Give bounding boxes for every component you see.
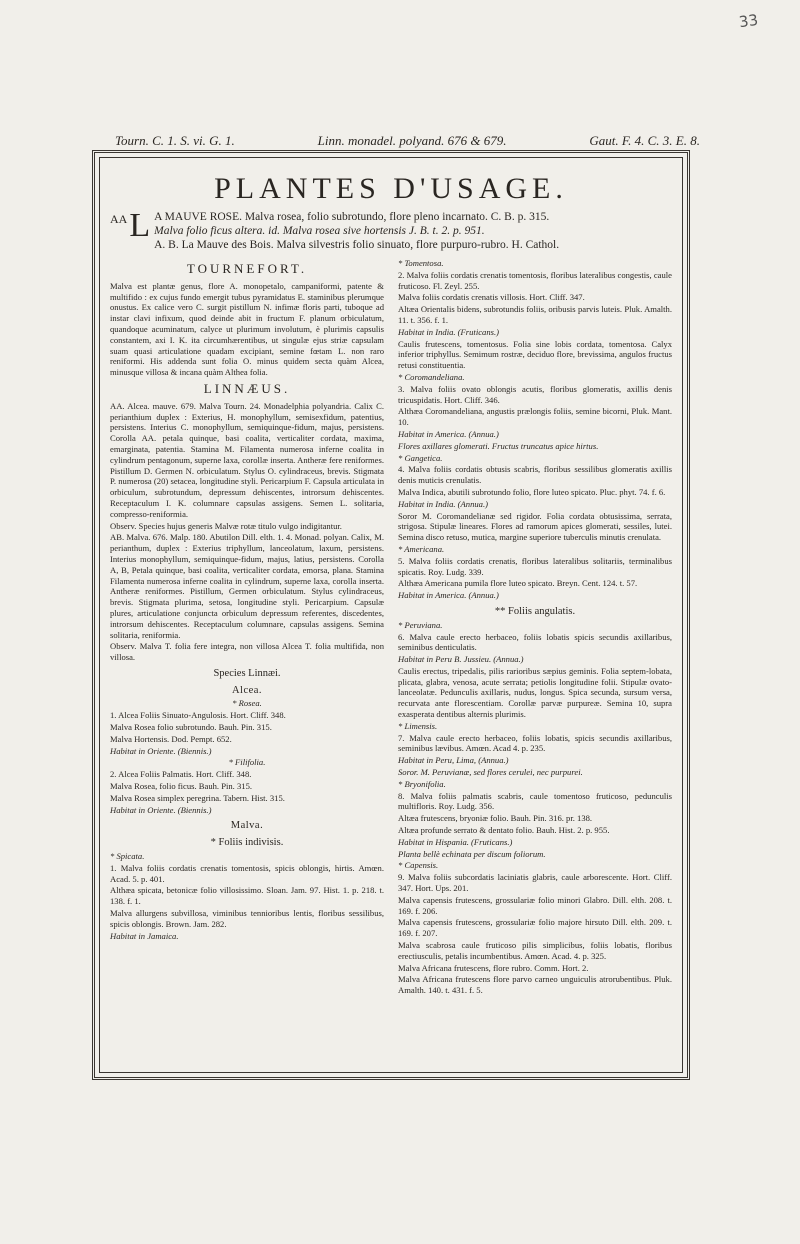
gangetica-label: * Gangetica. — [398, 452, 443, 463]
page-number-mark: 33 — [737, 10, 760, 32]
entry-7: 7. Malva caule erecto herbaceo, foliis lobatis, spicis secundis axillaribus, seminibus lævibus. Amœn. Acad 4. p. 235. — [398, 732, 672, 754]
page-title: PLANTES D'USAGE. — [214, 172, 568, 205]
entry-8-b: Altæa profunde serrato & dentato folio. Bauh. Hist. 2. p. 955. — [398, 825, 610, 836]
peruviana-label: * Peruviana. — [398, 619, 443, 630]
entry-8-d: Planta bellè echinata per discum foliorum. — [398, 848, 546, 859]
species-2: 2. Alcea Foliis Palmatis. Hort. Cliff. 348. — [110, 769, 252, 780]
intro-line-2: Malva folio ficus altera. id. Malva rosea sive hortensis J. B. t. 2. p. 951. — [154, 225, 485, 237]
entry-3-a: Althæa Coromandeliana, angustis prælongis foliis, semine bicorni, Pluk. Mant. 10. — [398, 406, 672, 428]
entry-4-a: Malva Indica, abutili subrotundo folio, flore luteo spicato. Pluc. phyt. 74. f. 6. — [398, 486, 666, 497]
right-column — [398, 258, 672, 997]
species-2-a: Malva Rosea, folio ficus. Bauh. Pin. 315. — [110, 781, 253, 792]
angulatis-heading: ** Foliis angulatis. — [494, 605, 576, 617]
entry-9-e: Malva Africana frutescens flore parvo carneo unguiculis atrorubentibus. Pluk. Amalth. 140. t. 431. f. 5. — [398, 974, 672, 996]
entry-8-a: Altæa frutescens, bryoniæ folio. Bauh. Pin. 316. pr. 138. — [398, 813, 593, 824]
entry-5: 5. Malva foliis cordatis crenatis, floribus lateralibus solitariis, terminalibus spicatis. Roy. Ludg. 339. — [398, 555, 672, 577]
entry-3: 3. Malva foliis ovato oblongis acutis, floribus glomeratis, axillis denis tricuspidatis. Hort. Cliff. 346. — [398, 383, 672, 405]
linnaeus-paragraph-4: Observ. Malva T. folia fere integra, non villosa Alcea T. folia multifida, non villosa. — [110, 641, 384, 663]
malva-heading: Malva. — [230, 820, 264, 832]
header-line — [115, 133, 700, 149]
drop-cap: L — [129, 207, 151, 244]
header-left: Tourn. C. 1. S. vi. G. 1. — [115, 133, 235, 148]
entry-9-c: Malva scabrosa caule fruticoso pilis simplicibus, foliis lobatis, floribus erectiusculis, petalis incumbentibus. Amœn. Acad. 4. p. 325. — [398, 940, 672, 961]
entry-6-b: Caulis erectus, tripedalis, pilis rarioribus sæpius geminis. Folia septem-lobata, plicata, glabra, venosa, acute serrata; petiolis longitudine folii. Stipulæ ovato-lanceolatæ. Pedunculis axillaris, nudus, longus. Spica secunda, sursum versa, recurvata ante florescentiam. Corollæ parvæ purpureæ. Semina 10, supra exasperata dentibus alternis plurimis. — [398, 665, 672, 720]
malva-1-c: Habitat in Jamaica. — [110, 930, 179, 941]
entry-8: 8. Malva foliis palmatis scabris, caule tomentoso fruticoso, pedunculis multifloris. Roy. Ludg. 356. — [398, 790, 672, 812]
entry-3-b: Habitat in America. (Annua.) — [398, 428, 499, 439]
entry-2-c: Habitat in India. (Fruticans.) — [398, 326, 499, 337]
intro-line-1: A MAUVE ROSE. Malva rosea, folio subrotundo, flore pleno incarnato. C. B. p. 315. — [154, 211, 550, 223]
linnaeus-paragraph-2: Observ. Species hujus generis Malvæ rotæ titulo vulgo indigitantur. — [110, 520, 342, 531]
limensis-label: * Limensis. — [398, 720, 438, 731]
entry-3-c: Flores axillares glomerati. Fructus truncatus apice hirtus. — [398, 440, 599, 451]
malva-1-a: Althæa spicata, betonicæ folio villosissimo. Sloan. Jam. 97. Hist. 1. p. 218. t. 138. f. 1. — [110, 885, 384, 907]
two-column-body — [110, 258, 672, 997]
linnaeus-paragraph-1: AA. Alcea. mauve. 679. Malva Tourn. 24. Monadelphia polyandria. Calix C. perianthium duplex : Exterius, H. monophyllum, semisexfidum, patentius, persistens. Interius C. monophyllum, semiquinque-fidum, majus, persistens. Corolla AA. petala quinque, basi coalita, verticaliter cordata, maxima, emarginata, patentia. Stamina M. Filamenta numerosa inferne coalita in cylindrum pentagonum, superne laxa, corollæ inserta. Antheræ fere reniformes. Pistillum D. Germen N. orbiculatum. Stylus O. cylindraceus, brevis. Stigmata P. numerosa (20) setacea, longitudine styli. Pericarpium F. Capsula articulata in orbiculum, subrotundum, depressum dehiscentes, introrsum dehiscentes. Receptaculum I. K. columnare capsulas assigens. Semen L. solitaria, compresso-reniformia. — [110, 400, 384, 519]
species-1-b: Malva Hortensis. Dod. Pempt. 652. — [110, 733, 232, 744]
entry-9-a: Malva capensis frutescens, grossulariæ folio minori Glabro. Dill. elth. 208. t. 169. f. 206. — [398, 894, 672, 916]
entry-9: 9. Malva foliis subcordatis laciniatis glabris, caule arborescente. Hort. Cliff. 347. Hort. Ups. 201. — [398, 872, 672, 894]
species-1-a: Malva Rosea folio subrotundo. Bauh. Pin. 315. — [110, 722, 272, 733]
left-column — [110, 258, 384, 997]
alcea-heading: Alcea. — [231, 684, 263, 696]
entry-8-c: Habitat in Hispania. (Fruticans.) — [398, 836, 513, 847]
tournefort-text: Malva est plantæ genus, flore A. monopetalo, campaniformi, patente & multifido : ex cujus fundo emergit tubus pyramidatus E. staminibus plerumque onustus. Ex calice vero C. surgit pistillum N. infimæ floris parti, tuboque ad instar clavi infixum, quod deinde abit in fructum F. planum orbiculatum, quandoque acuminatum, calyce ut plurimum involutum, è plurimis capsulis constantem, axi I. K. ita circumhærentibus, ut singulæ ejus striæ capsulam suam quasi articulatione quadam excipiant, semine fœtam L. non raro reniformi. His addenda sunt folia O. minus quidem secta quàm Alcea, minusque villosa & incana quàm Althea folia. — [110, 280, 384, 378]
entry-6: 6. Malva caule erecto herbaceo, foliis lobatis spicis secundis axillaribus, seminibus denticulatis. — [398, 631, 672, 653]
entry-4-b: Habitat in India. (Annua.) — [398, 498, 488, 509]
entry-2-b: Altæa Orientalis bidens, subrotundis foliis, oribusis parvis luteis. Pluk. Amalth. 11. t. 356. f. 1. — [398, 304, 672, 325]
entry-2-d: Caulis frutescens, tomentosus. Folia sine lobis cordata, tomentosa. Calyx inferior triphyllus. Semimum rostræ, deciduo flore, brevissima, angulos fructus retusi constituentia. — [398, 338, 672, 371]
entry-2: 2. Malva foliis cordatis crenatis tomentosis, floribus lateralibus congestis, caule fruticoso. Fl. Zeyl. 255. — [398, 269, 672, 291]
capensis-label: * Capensis. — [398, 860, 439, 871]
filifolia-label: * Filifolia. — [228, 757, 266, 768]
intro-prefix: AA — [110, 212, 128, 226]
species-heading: Species Linnæi. — [213, 667, 281, 679]
americana-label: * Americana. — [398, 543, 445, 554]
malva-1: 1. Malva foliis cordatis crenatis tomentosis, spicis oblongis, hirtis. Amœn. Acad. 5. p. 401. — [110, 862, 384, 884]
species-1-c: Habitat in Oriente. (Biennis.) — [110, 745, 212, 756]
indivisis-heading: * Foliis indivisis. — [210, 837, 284, 849]
spicata-label: * Spicata. — [110, 851, 145, 862]
entry-6-a: Habitat in Peru B. Jussieu. (Annua.) — [398, 654, 524, 665]
linnaeus-paragraph-3: AB. Malva. 676. Malp. 180. Abutilon Dill. elth. 1. 4. Monad. polyan. Calix, M. perianthum, duplex : Exterius triphyllum, lanceolatum, laxum, persistens. Interius monophyllum, semiquinque-fidum, majus, latius, persistens. Corolla A, B, Petala quinque, basi coalita, verticaliter cordata, emorsa, plana. Stamina Filamenta numerosa inferne coalita in cylindrum, superne laxa, corolla inserta. Antheræ reniformes. Pistillum, Germen orbiculatum. Stylus cylindraceus, brevis. Stigmata plurima, setosa, longitudine styli. Pericarpium. Capsulæ plures, articulatione conjuncta orbiculum depressum referentes, discedentes, introrsum dehiscentes. Receptaculum columnare, capsulas assigens. Semina solitaria, reniformia. — [110, 532, 384, 640]
rosea-label: * Rosea. — [232, 698, 262, 709]
entry-4: 4. Malva foliis cordatis obtusis scabris, floribus sessilibus glomeratis axillis denis muticis crenulatis. — [398, 464, 672, 486]
entry-9-b: Malva capensis frutescens, grossulariæ folio majore hirsuto Dill. elth. 209. t. 169. f. 207. — [398, 917, 672, 939]
tomentosa-label: * Tomentosa. — [398, 258, 444, 268]
species-2-c: Habitat in Oriente. (Biennis.) — [110, 804, 212, 815]
entry-7-b: Soror. M. Peruvianæ, sed flores cerulei, nec purpurei. — [398, 767, 583, 778]
intro-block — [110, 207, 672, 252]
frame-inner — [99, 157, 683, 1073]
page-frame — [92, 150, 690, 1080]
tournefort-heading: TOURNEFORT. — [186, 261, 308, 276]
bryonifolia-label: * Bryonifolia. — [398, 778, 446, 789]
entry-5-a: Althæa Americana pumila flore luteo spicato. Breyn. Cent. 124. t. 57. — [398, 578, 638, 589]
entry-5-b: Habitat in America. (Annua.) — [398, 590, 499, 601]
coromandeliana-label: * Coromandeliana. — [398, 371, 465, 382]
malva-1-b: Malva allurgens subvillosa, viminibus tennioribus lentis, floribus sessilibus, spicis oblongis. Brown. Jam. 282. — [110, 908, 384, 929]
entry-7-a: Habitat in Peru, Lima, (Annua.) — [398, 755, 509, 766]
header-center: Linn. monadel. polyand. 676 & 679. — [317, 133, 507, 148]
species-2-b: Malva Rosea simplex peregrina. Tabern. Hist. 315. — [110, 792, 285, 803]
entry-2-a: Malva foliis cordatis crenatis villosis. Hort. Cliff. 347. — [398, 292, 585, 303]
linnaeus-heading: LINNÆUS. — [203, 380, 291, 396]
entry-9-d: Malva Africana frutescens, flore rubro. Comm. Hort. 2. — [398, 962, 589, 973]
intro-line-3: A. B. La Mauve des Bois. Malva silvestris folio sinuato, flore purpuro-rubro. H. Cathol. — [154, 239, 560, 251]
species-1: 1. Alcea Foliis Sinuato-Angulosis. Hort. Cliff. 348. — [110, 710, 286, 721]
header-right: Gaut. F. 4. C. 3. E. 8. — [589, 133, 700, 148]
entry-4-c: Soror M. Coromandelianæ sed rigidor. Folia cordata obtusissima, serrata, strigosa. Stipulæ lineares. Flores ad ramorum apices glomerati, sessiles, lutei. Semina disco retuso, mutica, margine superiore tuberculis minutis crenulata. — [398, 510, 672, 543]
